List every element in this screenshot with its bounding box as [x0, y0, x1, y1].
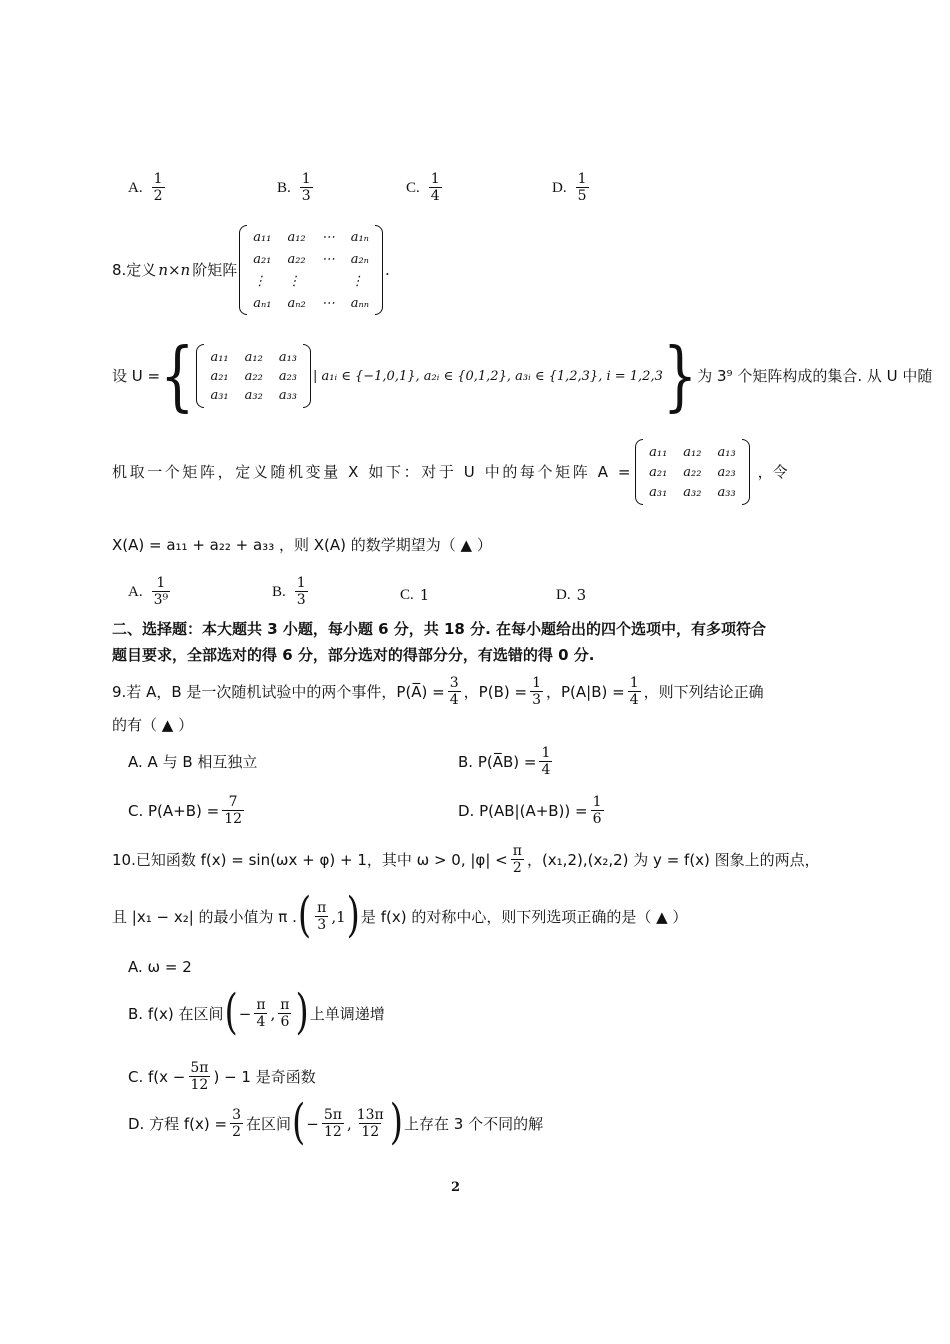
matrix-entry: a₃₁ [649, 484, 668, 500]
matrix-entry [322, 275, 335, 288]
q10-option-d: D. 方程 f(x) = $\frac{3}{2}$ 在区间 ( − $\frac{5\pi}{12}$ , $\frac{13\pi}{12}$ ) 上存在 3 个不同的解 [128, 1095, 544, 1152]
q10-option-c: C. f(x − $\frac{5\pi}{12}$ ) − 1 是奇函数 [128, 1059, 316, 1094]
q7-option-a: A. $\frac{1}{2}$ [128, 171, 163, 205]
matrix-entry: a₁ₙ [350, 229, 369, 245]
matrix-entry: ⋯ [321, 251, 335, 267]
matrix-entry: aₙ₁ [253, 295, 272, 311]
q7-option-b: B. $\frac{1}{3}$ [277, 171, 311, 205]
matrix-A [635, 439, 750, 505]
q7-option-d: D. $\frac{1}{5}$ [552, 171, 587, 205]
matrix-entry: a₃₁ [210, 387, 229, 403]
q9-option-d: D. P(AB|(A+B)) = $\frac{1}{6}$ [458, 793, 602, 828]
q8-line3: 机取一个矩阵，定义随机变量 X 如下：对于 U 中的每个矩阵 A = a₁₁ a₁₂ a₁₃ a₂₁ a₂₂ a₂₃ a₃₁ a₃₂ a₃₃ ，令 [112, 436, 788, 508]
q8-option-d: D. 3 [556, 586, 587, 604]
matrix-entry: a₁₂ [244, 349, 263, 365]
matrix-entry: a₂₁ [210, 368, 229, 384]
q8-set-definition: 设 U = { a₁₁ a₁₂ a₁₃ a₂₁ a₂₂ a₂₃ a₃₁ a₃₂ a₃₃ | a₁ᵢ ∈ {−1,0,1}, a₂ᵢ ∈ {0,1,2}, a₃ᵢ ∈ {1,2,3}, i = 1,2,3 } 为 3⁹ 个矩阵构成的集合. 从 U 中随 [112, 331, 933, 420]
matrix-entry: a₁₂ [287, 229, 306, 245]
matrix-entry: a₃₃ [717, 484, 736, 500]
matrix-entry: a₁₁ [210, 349, 229, 365]
matrix-entry: a₁₁ [649, 444, 668, 460]
matrix-entry: aₙ₂ [287, 295, 306, 311]
matrix-entry: a₂₂ [683, 464, 702, 480]
page-number: 2 [451, 1180, 461, 1195]
matrix-entry: a₂₁ [649, 464, 668, 480]
q9-stem: 9.若 A，B 是一次随机试验中的两个事件，P(A̅) = $\frac{3}{4}$ ，P(B) = $\frac{1}{3}$ ，P(A|B) = $\frac{1}{4}$ ，则下列结论正确 [112, 674, 764, 709]
q9-option-c: C. P(A+B) = $\frac{7}{12}$ [128, 793, 243, 828]
matrix-entry: a₂₁ [253, 251, 272, 267]
q8-definition: 8.定义 n×n 阶矩阵 a₁₁ a₁₂ ⋯ a₁ₙ a₂₁ a₂₂ ⋯ a₂ₙ ⋮ ⋮ ⋮ aₙ₁ aₙ₂ ⋯ aₙₙ . [112, 222, 390, 318]
q10-option-a: A. ω = 2 [128, 958, 192, 976]
matrix-entry: ⋮ [350, 273, 364, 289]
matrix-entry: ⋯ [321, 229, 335, 245]
matrix-entry: a₃₂ [244, 387, 263, 403]
matrix-entry: a₃₃ [278, 387, 298, 403]
q9-option-b: B. P(A̅B) = $\frac{1}{4}$ [458, 744, 551, 779]
set-matrix [196, 344, 311, 408]
section2-line2: 题目要求，全部选对的得 6 分，部分选对的得部分分，有选错的得 0 分. [112, 646, 595, 664]
matrix-entry: a₂₃ [278, 368, 298, 384]
matrix-entry: a₂₂ [244, 368, 263, 384]
matrix-entry: a₁₂ [683, 444, 702, 460]
matrix-entry: ⋮ [253, 273, 267, 289]
q7-option-c: C. $\frac{1}{4}$ [406, 171, 440, 205]
generic-matrix [239, 224, 383, 316]
q10-option-b: B. f(x) 在区间 ( − $\frac{\pi}{4}$ , $\frac{\pi}{6}$ ) 上单调递增 [128, 985, 385, 1042]
q9-option-a: A. A 与 B 相互独立 [128, 753, 258, 771]
matrix-entry: a₂₂ [287, 251, 306, 267]
q8-option-c: C. 1 [400, 586, 430, 604]
q10-stem: 10.已知函数 f(x) = sin(ωx + φ) + 1，其中 ω > 0, |φ| < $\frac{\pi}{2}$ ，(x₁,2),(x₂,2) 为 y = f(x) 图象上的两点， [112, 842, 820, 877]
q8-line4: X(A) = a₁₁ + a₂₂ + a₃₃ ，则 X(A) 的数学期望为（ ▲ ） [112, 536, 492, 554]
q8-option-b: B. $\frac{1}{3}$ [272, 575, 306, 609]
matrix-entry: a₂ₙ [350, 251, 369, 267]
q10-stem-line2: 且 |x₁ − x₂| 的最小值为 π . ( $\frac{\pi}{3}$ ,1 ) 是 f(x) 的对称中心，则下列选项正确的是（ ▲ ） [112, 888, 688, 945]
q9-stem-line2: 的有（ ▲ ） [112, 716, 194, 734]
matrix-entry: a₂₃ [717, 464, 736, 480]
section2-line1: 二、选择题：本大题共 3 小题，每小题 6 分，共 18 分. 在每小题给出的四个选项中，有多项符合 [112, 620, 767, 638]
matrix-entry: a₃₂ [683, 484, 702, 500]
matrix-entry: a₁₃ [278, 349, 298, 365]
matrix-entry: ⋮ [287, 273, 301, 289]
matrix-entry: aₙₙ [350, 295, 369, 311]
matrix-entry: a₁₁ [253, 229, 272, 245]
matrix-entry: a₁₃ [717, 444, 736, 460]
q8-option-a: A. $\frac{1}{\text{3⁹}}$ [128, 575, 169, 609]
matrix-entry: ⋯ [321, 295, 335, 311]
